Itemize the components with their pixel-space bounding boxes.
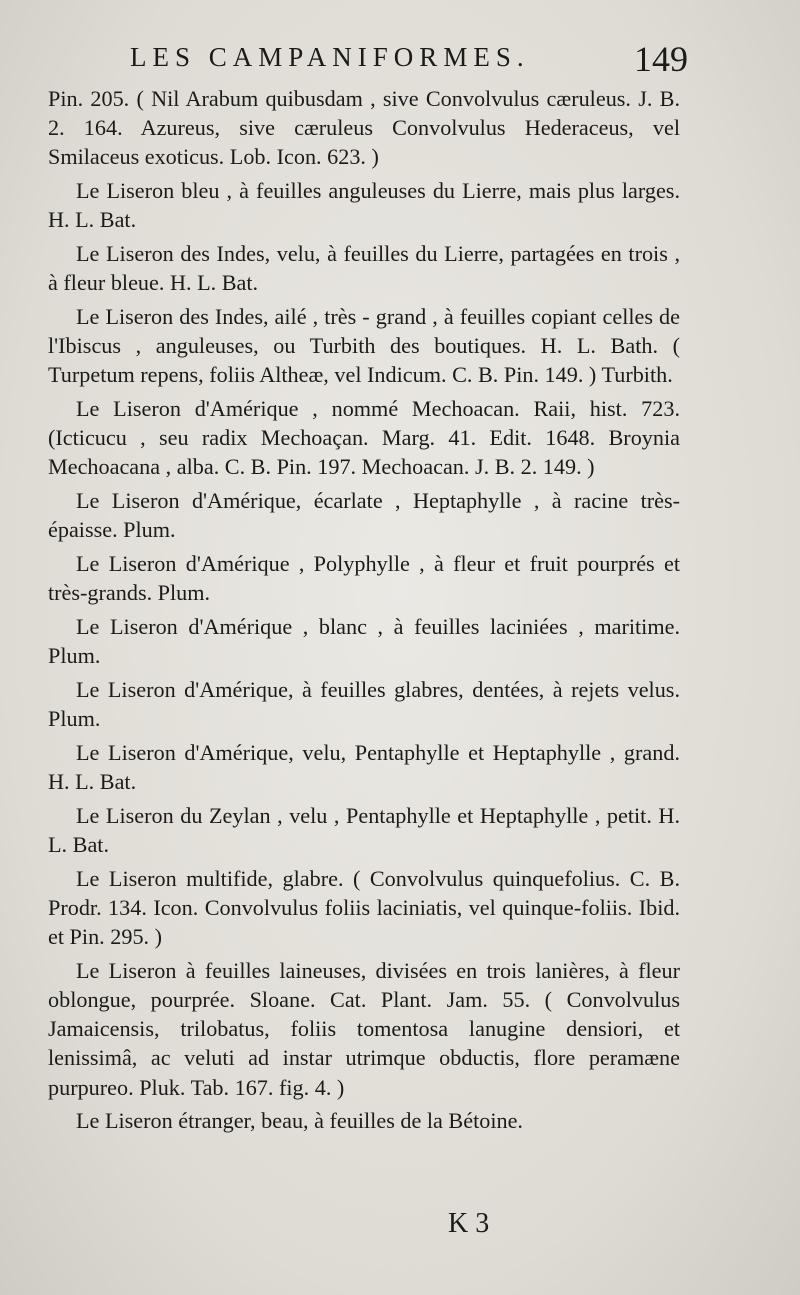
paragraph: Le Liseron des Indes, velu, à feuilles du Lierre, partagées en trois , à fleur bleue. H. L. Bat. bbox=[48, 241, 680, 296]
paragraph-continuation: Pin. 205. ( Nil Arabum quibusdam , sive Convolvulus cæruleus. J. B. 2. 164. Azureus, sive cæruleus Convolvulus Hederaceus, vel Smilaceus exoticus. Lob. Icon. 623. ) bbox=[48, 86, 680, 170]
paragraph: Le Liseron d'Amérique, velu, Pentaphylle et Heptaphylle , grand. H. L. Bat. bbox=[48, 739, 680, 794]
page-header bbox=[0, 38, 800, 90]
paragraph: Le Liseron multifide, glabre. ( Convolvulus quinquefolius. C. B. Prodr. 134. Icon. Convolvulus foliis laciniatis, vel quinque-foliis. Ibid. et Pin. 295. ) bbox=[48, 865, 680, 949]
paragraph: Le Liseron d'Amérique , Polyphylle , à fleur et fruit pourprés et très-grands. Plum. bbox=[48, 551, 680, 606]
paragraph: Le Liseron d'Amérique, à feuilles glabres, dentées, à rejets velus. Plum. bbox=[48, 676, 680, 732]
signature-mark: K 3 bbox=[448, 1208, 490, 1239]
paragraph: Le Liseron étranger, beau, à feuilles de la Bétoine. bbox=[76, 1108, 523, 1134]
page-number: 149 bbox=[634, 39, 688, 79]
paragraph: Le Liseron à feuilles laineuses, divisées en trois lanières, à fleur oblongue, pourprée. Sloane. Cat. Plant. Jam. 55. ( Convolvulus Jamaicensis, trilobatus, foliis tomentosa lanugine densiori, et lenissimâ, ac veluti ad instar utrimque obductis, flore peramæne purpureo. Pluk. Tab. 167. fig. 4. ) bbox=[48, 957, 680, 1100]
paragraph: Le Liseron d'Amérique , blanc , à feuilles laciniées , maritime. Plum. bbox=[48, 613, 680, 669]
paragraph: Le Liseron d'Amérique, écarlate , Heptaphylle , à racine très-épaisse. Plum. bbox=[48, 488, 680, 543]
paragraph: Le Liseron des Indes, ailé , très - grand , à feuilles copiant celles de l'Ibiscus , anguleuses, ou Turbith des boutiques. H. L. Bath. ( Turpetum repens, foliis Altheæ, vel Indicum. C. B. Pin. 149. ) Turbith. bbox=[48, 303, 680, 388]
running-title: LES CAMPANIFORMES. bbox=[130, 42, 530, 72]
paragraph: Le Liseron d'Amérique , nommé Mechoacan. Raii, hist. 723. (Icticucu , seu radix Mechoaçan. Marg. 41. Edit. 1648. Broynia Mechoacana , alba. C. B. Pin. 197. Mechoacan. J. B. 2. 149. ) bbox=[48, 396, 680, 480]
paragraph: Le Liseron du Zeylan , velu , Pentaphylle et Heptaphylle , petit. H. L. Bat. bbox=[48, 802, 680, 857]
body-text bbox=[48, 84, 680, 1140]
paragraph: Le Liseron bleu , à feuilles anguleuses du Lierre, mais plus larges. H. L. Bat. bbox=[48, 178, 680, 233]
